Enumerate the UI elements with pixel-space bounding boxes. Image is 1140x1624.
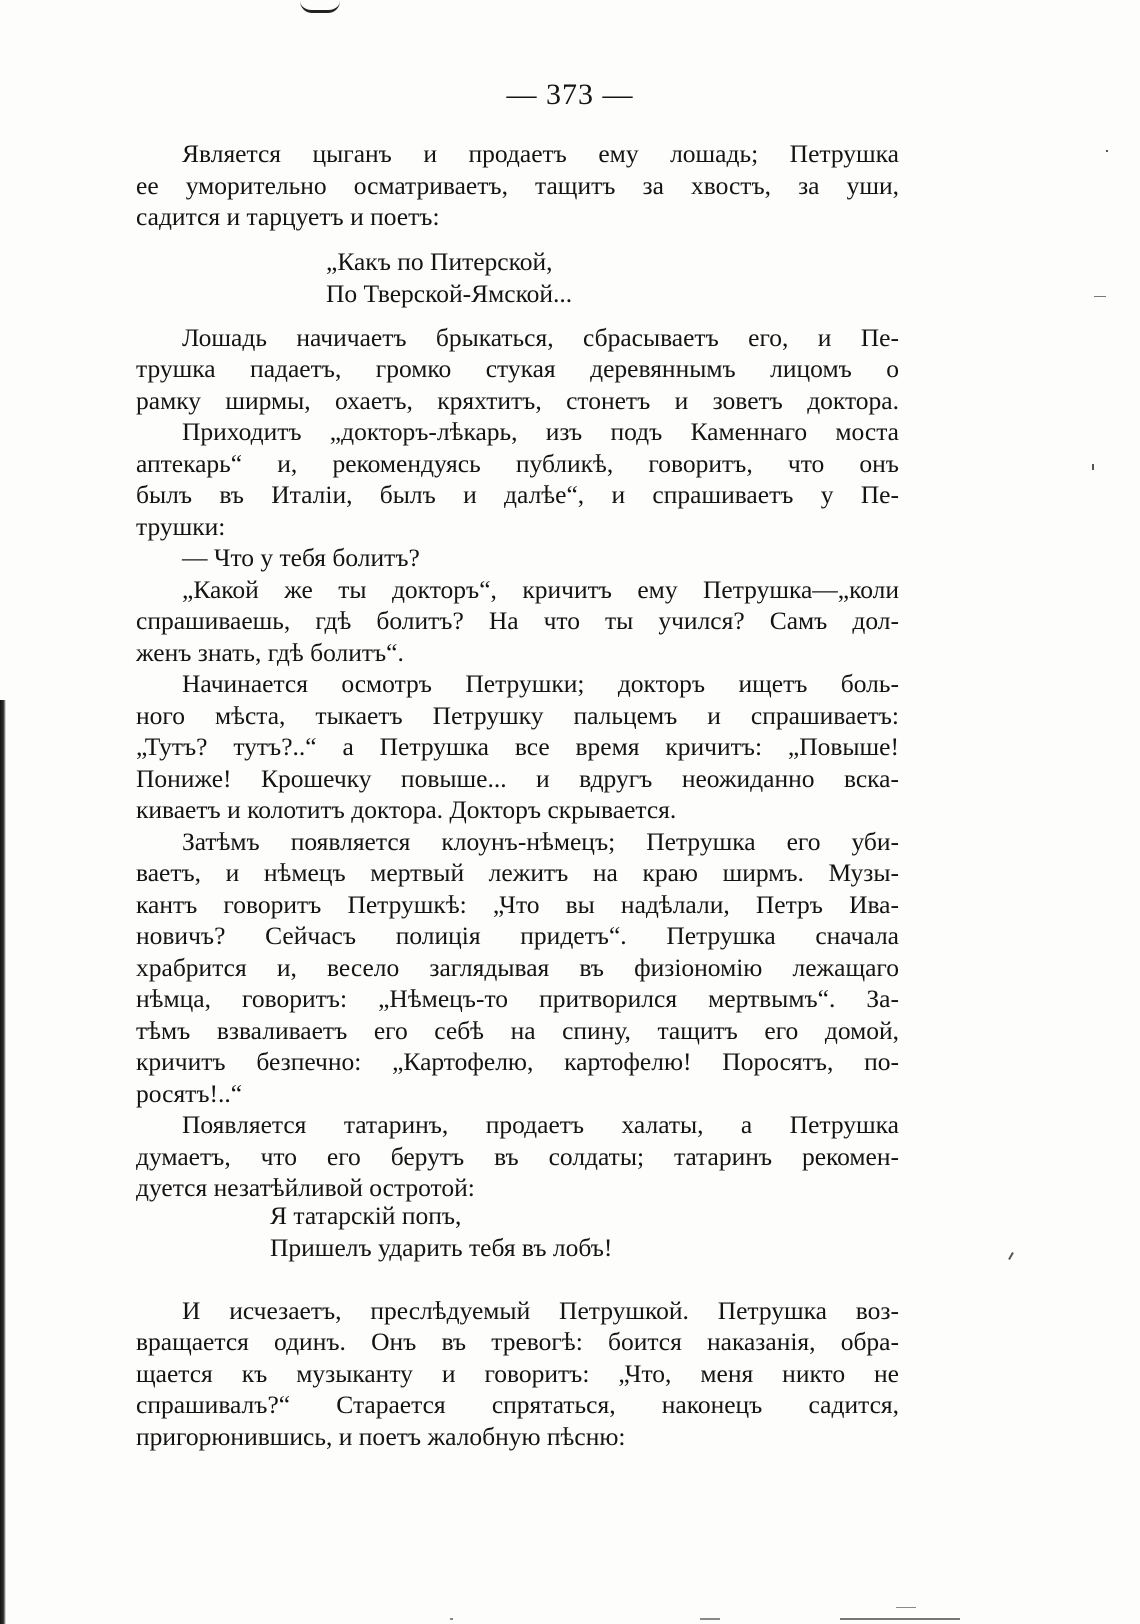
paragraph-doctor-arrives bbox=[136, 416, 899, 542]
text-line: спрашивалъ?“ Старается спрятаться, наконецъ садится, bbox=[136, 1390, 899, 1419]
verse-line: Пришелъ ударить тебя въ лобъ! bbox=[270, 1233, 613, 1262]
text-line: храбрится и, весело заглядывая въ физіономію лежащаго bbox=[136, 952, 899, 982]
page-number: — 373 — bbox=[506, 78, 634, 111]
text-line: трушка падаетъ, громко стукая деревяннымъ лицомъ о bbox=[136, 354, 899, 383]
text-line: киваетъ и колотитъ доктора. Докторъ скрывается. bbox=[136, 795, 677, 824]
scan-mark bbox=[300, 0, 340, 13]
text-line: Начинается осмотръ Петрушки; докторъ ищетъ боль- bbox=[182, 669, 899, 698]
scan-speck bbox=[1092, 464, 1094, 470]
text-line: дуется незатѣйливой остротой: bbox=[136, 1173, 475, 1202]
text-line: ваетъ, и нѣмецъ мертвый лежитъ на краю ширмъ. Музы- bbox=[136, 858, 899, 887]
text-line: нѣмца, говоритъ: „Нѣмецъ-то притворился мертвымъ“. За- bbox=[136, 984, 899, 1013]
text-line: былъ въ Италіи, былъ и далѣе“, и спрашиваетъ у Пе- bbox=[136, 480, 899, 509]
paragraph-doctor-question bbox=[136, 542, 899, 574]
text-line: Является цыганъ и продаетъ ему лошадь; Петрушка bbox=[182, 139, 899, 168]
paragraph-gypsy bbox=[136, 138, 899, 233]
binding-edge bbox=[0, 700, 6, 1624]
text-line: тѣмъ взваливаетъ его себѣ на спину, тащитъ его домой, bbox=[136, 1015, 899, 1045]
scan-speck bbox=[896, 1607, 916, 1608]
text-line: женъ знать, гдѣ болитъ“. bbox=[136, 637, 404, 667]
scan-speck bbox=[1094, 296, 1106, 297]
text-line: новичъ? Сейчасъ полиція придетъ“. Петрушка сначала bbox=[136, 921, 899, 950]
text-line: Лошадь начичаетъ брыкаться, сбрасываетъ его, и Пе- bbox=[182, 322, 899, 352]
scan-speck bbox=[1106, 150, 1108, 152]
text-line: трушки: bbox=[136, 511, 226, 541]
paragraph-return bbox=[136, 1295, 899, 1453]
text-line: кантъ говоритъ Петрушкѣ: „Что вы надѣлали, Петръ Ива- bbox=[136, 889, 899, 919]
text-line: — Что у тебя болитъ? bbox=[182, 543, 420, 572]
text-line: „Какой же ты докторъ“, кричитъ ему Петрушка—„коли bbox=[182, 574, 899, 604]
text-line: садится и тарцуетъ и поетъ: bbox=[136, 202, 440, 231]
text-line: кричитъ безпечно: „Картофелю, картофелю! Поросятъ, по- bbox=[136, 1047, 899, 1076]
scan-speck bbox=[1008, 1252, 1014, 1260]
scan-speck bbox=[700, 1618, 720, 1620]
text-line: И исчезаетъ, преслѣдуемый Петрушкой. Петрушка воз- bbox=[182, 1295, 899, 1325]
scan-speck bbox=[840, 1618, 960, 1620]
paragraph-horse bbox=[136, 322, 899, 417]
text-line: ее уморительно осматриваетъ, тащитъ за хвостъ, за уши, bbox=[136, 170, 899, 200]
text-line: пригорюнившись, и поетъ жалобную пѣсню: bbox=[136, 1421, 626, 1451]
text-line: рамку ширмы, охаетъ, кряхтитъ, стонетъ и зоветъ доктора. bbox=[136, 385, 899, 415]
text-line: Пониже! Крошечку повыше... и вдругъ неожиданно вска- bbox=[136, 763, 899, 793]
paragraph-examination bbox=[136, 668, 899, 826]
verse-line: Я татарскій попъ, bbox=[270, 1201, 462, 1230]
verse-tatar-priest bbox=[270, 1200, 612, 1264]
paragraph-tatar bbox=[136, 1109, 899, 1204]
scan-speck bbox=[450, 1618, 453, 1620]
text-line: Затѣмъ появляется клоунъ-нѣмецъ; Петрушка его уби- bbox=[182, 826, 899, 856]
verse-line: „Какъ по Питерской, bbox=[326, 247, 553, 276]
text-line: Приходитъ „докторъ-лѣкарь, изъ подъ Каменнаго моста bbox=[182, 417, 899, 446]
text-line: аптекарь“ и, рекомендуясь публикѣ, говоритъ, что онъ bbox=[136, 448, 899, 478]
verse-line: По Тверской-Ямской... bbox=[326, 279, 573, 308]
paragraph-clown-german bbox=[136, 826, 899, 1110]
text-line: спрашиваешь, гдѣ болитъ? На что ты учился? Самъ дол- bbox=[136, 606, 899, 635]
text-line: Появляется татаринъ, продаетъ халаты, а Петрушка bbox=[182, 1110, 899, 1139]
paragraph-petrushka-reply bbox=[136, 574, 899, 669]
text-line: вращается одинъ. Онъ въ тревогѣ: боится наказанія, обра- bbox=[136, 1327, 899, 1356]
text-line: росятъ!..“ bbox=[136, 1078, 243, 1108]
text-line: думаетъ, что его берутъ въ солдаты; татаринъ рекомен- bbox=[136, 1141, 899, 1171]
text-line: щается къ музыканту и говоритъ: „Что, меня никто не bbox=[136, 1358, 899, 1388]
verse-piterskaya bbox=[326, 246, 572, 310]
text-line: „Тутъ? тутъ?..“ а Петрушка все время кричитъ: „Повыше! bbox=[136, 732, 899, 761]
text-line: ного мѣста, тыкаетъ Петрушку пальцемъ и спрашиваетъ: bbox=[136, 700, 899, 730]
